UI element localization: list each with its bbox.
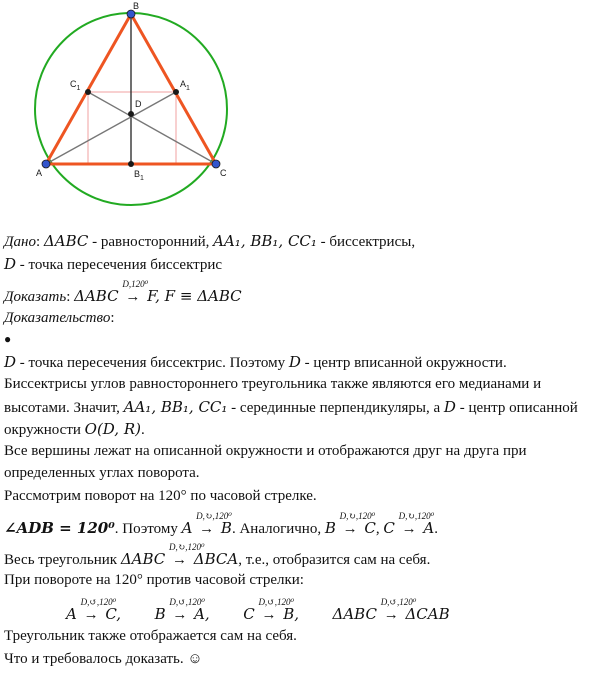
given-triangle: ΔABC: [43, 232, 89, 250]
prove-arrow-label: D,120⁰: [122, 279, 149, 289]
p11-a: A: [66, 605, 77, 623]
proof-p3: [4, 398, 578, 417]
p11-triangle2: ΔCAB: [405, 605, 450, 623]
label-a1: [180, 79, 190, 92]
proof-p11: [66, 597, 450, 624]
p8-end: .: [434, 521, 438, 537]
proof-bullet: ●: [4, 332, 12, 346]
p4-a: окружности: [4, 422, 85, 438]
p4-b: .: [140, 422, 145, 438]
p8-a: . Поэтому: [114, 521, 182, 537]
point-c: [212, 160, 220, 168]
proof-colon: :: [110, 310, 115, 326]
label-a1-sub: 1: [186, 85, 190, 92]
given-rest: - равносторонний,: [88, 234, 214, 250]
p9-arrow-label: D,↻,120⁰: [169, 542, 205, 552]
p11-arrow-2-symbol: →: [172, 607, 188, 623]
label-c1-main: C: [70, 79, 77, 89]
p8-c2-point: C: [383, 519, 395, 537]
p8-arrow-1-symbol: →: [199, 521, 215, 537]
proof-p8: [4, 511, 438, 538]
point-d: [128, 111, 134, 117]
given-line-1: [4, 232, 415, 251]
p8-b: . Аналогично,: [231, 521, 325, 537]
p11-triangle: ΔABC: [332, 605, 377, 623]
proof-p10: При повороте на 120° против часовой стрелки:: [4, 572, 304, 588]
prove-label: Доказать: [4, 289, 67, 305]
label-c: C: [220, 168, 227, 178]
p9-b: , т.е., отобразится сам на себя.: [238, 552, 431, 568]
p11-arrow-4-label: D,↺,120⁰: [380, 597, 417, 607]
label-d: D: [135, 99, 142, 109]
p3-bisectors: AA₁, BB₁, CC₁: [123, 398, 228, 416]
p11-a2: A,: [194, 605, 210, 623]
p1-a: - точка пересечения биссектрис. Поэтому: [16, 355, 289, 371]
label-c1: [70, 79, 81, 92]
p8-b2-point: B: [324, 519, 336, 537]
point-b1: [128, 161, 134, 167]
p11-arrow-4: [380, 597, 417, 624]
p11-arrow-1-symbol: →: [83, 607, 99, 623]
p11-c2: C: [243, 605, 255, 623]
given-label: Дано: [4, 234, 36, 250]
p1-b: - центр вписанной окружности.: [300, 355, 507, 371]
label-b1-main: B: [134, 169, 141, 179]
label-b1-sub: 1: [140, 175, 144, 182]
prove-line: [4, 279, 242, 306]
p11-arrow-2-label: D,↺,120⁰: [169, 597, 205, 607]
given-colon: :: [36, 234, 44, 250]
p11-arrow-1: [80, 597, 117, 624]
helper-rectangle: [88, 92, 176, 164]
prove-arrow: [122, 279, 149, 306]
p8-angle: ∠ADB = 120⁰: [4, 519, 115, 537]
p3-a: высотами. Значит,: [4, 400, 124, 416]
label-a1-main: A: [180, 79, 187, 89]
p9-a: Весь треугольник: [4, 552, 121, 568]
p8-arrow-2: [339, 511, 376, 538]
prove-triangle: ΔABC: [74, 287, 119, 305]
label-b: B: [133, 1, 140, 11]
proof-heading: [4, 309, 115, 327]
p3-b: - серединные перпендикуляры, а: [227, 400, 444, 416]
prove-arrow-symbol: →: [125, 289, 141, 305]
p11-arrow-3-symbol: →: [261, 607, 277, 623]
given-line2-rest: - точка пересечения биссектрис: [16, 257, 223, 273]
proof-p1: [4, 353, 507, 372]
p11-arrow-2: [169, 597, 205, 624]
p8-arrow-3: [398, 511, 435, 538]
p8-arrow-2-label: D,↻,120⁰: [339, 511, 376, 521]
p3-c: - центр описанной: [455, 400, 578, 416]
point-c1: [85, 89, 91, 95]
p8-arrow-3-label: D,↻,120⁰: [398, 511, 435, 521]
p8-b-point: B: [220, 519, 232, 537]
proof-label: Доказательство: [4, 310, 111, 326]
p8-arrow-3-symbol: →: [401, 521, 417, 537]
p9-arrow-symbol: →: [172, 552, 188, 568]
given-end: - биссектрисы,: [316, 234, 416, 250]
p1-d: D: [4, 353, 17, 371]
p3-d: D: [443, 398, 456, 416]
p11-b: B: [154, 605, 166, 623]
p11-arrow-3-label: D,↺,120⁰: [258, 597, 295, 607]
p8-arrow-1: [196, 511, 232, 538]
proof-p4: [4, 420, 145, 439]
p8-a-point: A: [181, 519, 193, 537]
point-a1: [173, 89, 179, 95]
label-a: A: [36, 168, 43, 178]
p9-triangle: ΔABC: [120, 550, 166, 568]
proof-p2: Биссектрисы углов равностороннего треугольника также являются его медианами и: [4, 376, 542, 392]
p11-b2: B,: [283, 605, 299, 623]
prove-result: F, F ≡ ΔABC: [147, 287, 242, 305]
p11-c: C,: [105, 605, 122, 623]
proof-p12: Треугольник также отображается сам на себя.: [4, 628, 297, 644]
p8-arrow-1-label: D,↻,120⁰: [196, 511, 232, 521]
proof-p7: Рассмотрим поворот на 120° по часовой стрелке.: [4, 488, 317, 504]
p8-arrow-2-symbol: →: [342, 521, 358, 537]
p8-comma: ,: [375, 521, 384, 537]
p9-arrow: [169, 542, 205, 569]
geometry-figure: [0, 0, 600, 215]
p9-triangle2: ΔBCA: [193, 550, 239, 568]
proof-p13: Что и требовалось доказать. ☺: [4, 651, 203, 667]
p11-arrow-4-symbol: →: [383, 607, 399, 623]
label-b1: [134, 169, 144, 182]
p11-arrow-3: [258, 597, 295, 624]
p1-d2: D: [288, 353, 301, 371]
p11-arrow-1-label: D,↺,120⁰: [80, 597, 117, 607]
proof-p9: [4, 542, 431, 569]
label-c1-sub: 1: [76, 85, 81, 92]
point-a: [42, 160, 50, 168]
p4-circle: O(D, R): [84, 420, 141, 438]
p8-a2-point: A: [423, 519, 435, 537]
given-d: D: [4, 255, 17, 273]
proof-p6: определенных углах поворота.: [4, 465, 200, 481]
p8-c-point: C: [364, 519, 376, 537]
prove-colon: :: [66, 289, 75, 305]
proof-p5: Все вершины лежат на описанной окружности и отображаются друг на друга при: [4, 443, 527, 459]
given-line-2: [4, 255, 222, 274]
point-b: [127, 10, 135, 18]
given-bisectors: AA₁, BB₁, CC₁: [213, 232, 317, 250]
